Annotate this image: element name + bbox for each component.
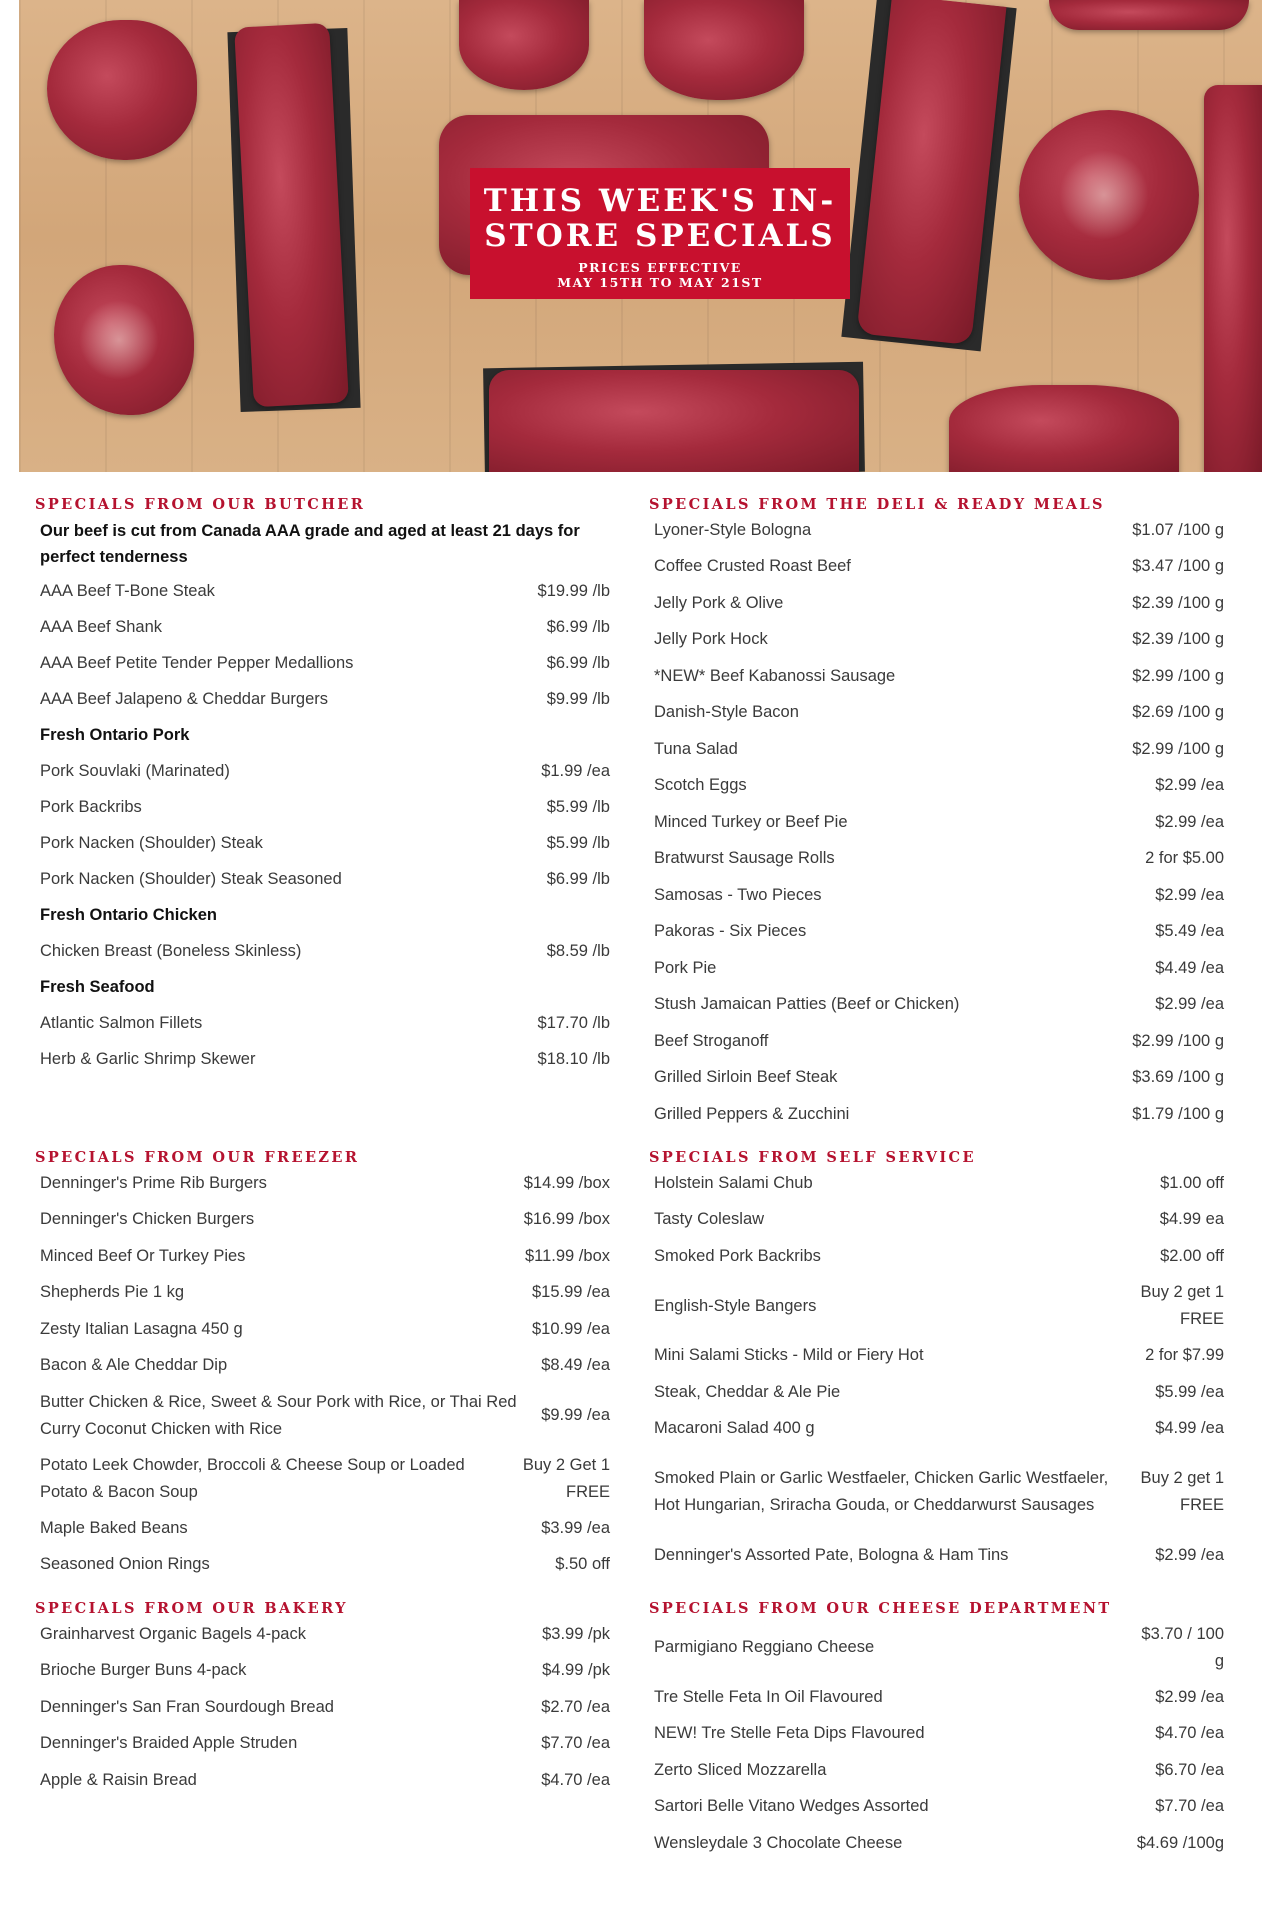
- list-item: [633, 512, 1245, 549]
- item-name: Brioche Burger Buns 4-pack: [40, 1661, 247, 1680]
- item-price: $7.70 /ea: [1155, 1797, 1224, 1816]
- item-name: Potato Leek Chowder, Broccoli & Cheese Soup or Loaded Potato & Bacon Soup: [40, 1455, 465, 1501]
- item-price: $3.99 /ea: [541, 1518, 610, 1537]
- item-price: $8.49 /ea: [541, 1356, 610, 1375]
- item-name: Denninger's Assorted Pate, Bologna & Ham Tins: [654, 1545, 1009, 1564]
- item-price: $2.99 /ea: [1155, 1545, 1224, 1564]
- list-item: [633, 1165, 1245, 1202]
- section-title: SPECIALS FROM THE DELI & READY MEALS: [649, 496, 1105, 513]
- item-price: $2.99 /100 g: [1132, 666, 1224, 685]
- list-item: [19, 1547, 631, 1584]
- list-item: [19, 1238, 631, 1275]
- bakery-section: [19, 1597, 631, 1799]
- item-name: Mini Salami Sticks - Mild or Fiery Hot: [654, 1346, 924, 1365]
- item-name: NEW! Tre Stelle Feta Dips Flavoured: [654, 1724, 925, 1743]
- list-item: [633, 1537, 1245, 1574]
- item-name: Wensleydale 3 Chocolate Cheese: [654, 1833, 903, 1852]
- item-name: AAA Beef T-Bone Steak: [40, 581, 215, 600]
- item-name: Herb & Garlic Shrimp Skewer: [40, 1049, 256, 1068]
- list-item: [19, 1689, 631, 1726]
- list-item: [633, 768, 1245, 805]
- list-item: [633, 804, 1245, 841]
- list-item: [633, 1202, 1245, 1239]
- item-name: Zesty Italian Lasagna 450 g: [40, 1319, 243, 1338]
- item-price: $.50 off: [555, 1555, 610, 1574]
- item-name: AAA Beef Jalapeno & Cheddar Burgers: [40, 689, 329, 708]
- list-item: [633, 987, 1245, 1024]
- item-price: $4.49 /ea: [1155, 958, 1224, 977]
- item-price: Buy 2 get 1 FREE: [1140, 1283, 1224, 1328]
- item-name: Denninger's Braided Apple Struden: [40, 1734, 298, 1753]
- item-price: $6.99 /lb: [546, 869, 610, 888]
- pork-heading: Fresh Ontario Pork: [40, 726, 190, 744]
- item-price: $11.99 /box: [524, 1246, 610, 1265]
- item-name: Bacon & Ale Cheddar Dip: [40, 1356, 228, 1375]
- list-item: [633, 695, 1245, 732]
- list-item: [19, 573, 631, 609]
- section-title: SPECIALS FROM OUR BAKERY: [35, 1600, 348, 1617]
- item-name: Smoked Plain or Garlic Westfaeler, Chicken Garlic Westfaeler, Hot Hungarian, Sriracha Gouda, or Cheddarwurst Sausages: [654, 1469, 1109, 1514]
- banner-sub-line2: MAY 15TH TO MAY 21ST: [557, 275, 763, 290]
- list-item: [19, 1041, 631, 1077]
- list-item: [633, 1716, 1245, 1753]
- list-item: [19, 933, 631, 969]
- list-item: [633, 877, 1245, 914]
- list-item: [633, 622, 1245, 659]
- item-price: $2.99 /ea: [1155, 885, 1224, 904]
- item-price: $5.99 /lb: [546, 797, 610, 816]
- item-name: Minced Beef Or Turkey Pies: [40, 1246, 246, 1265]
- steak-image: [1049, 0, 1249, 30]
- list-item: [633, 914, 1245, 951]
- list-item: [19, 861, 631, 897]
- item-name: Scotch Eggs: [654, 776, 747, 795]
- item-price: $2.39 /100 g: [1132, 630, 1224, 649]
- item-price: $2.99 /100 g: [1132, 739, 1224, 758]
- item-price: $2.39 /100 g: [1132, 593, 1224, 612]
- item-price: $2.99 /100 g: [1132, 1031, 1224, 1050]
- butcher-section: [19, 493, 631, 1077]
- list-item: [19, 1311, 631, 1348]
- section-title: SPECIALS FROM OUR CHEESE DEPARTMENT: [649, 1600, 1112, 1617]
- item-name: Shepherds Pie 1 kg: [40, 1283, 185, 1302]
- item-price: $15.99 /ea: [532, 1283, 610, 1302]
- item-name: Tre Stelle Feta In Oil Flavoured: [654, 1687, 883, 1706]
- list-item: [633, 950, 1245, 987]
- item-price: $4.69 /100g: [1136, 1833, 1224, 1852]
- marbling-image: [1059, 150, 1149, 240]
- item-name: Holstein Salami Chub: [654, 1173, 813, 1192]
- section-title: SPECIALS FROM OUR FREEZER: [35, 1149, 360, 1166]
- item-price: $4.99 /pk: [542, 1661, 610, 1680]
- item-price: $4.70 /ea: [541, 1770, 610, 1789]
- item-name: Tuna Salad: [654, 739, 738, 758]
- list-item: [19, 1447, 631, 1510]
- list-item: [633, 1275, 1245, 1338]
- item-price: $7.70 /ea: [541, 1734, 610, 1753]
- beef-list: [19, 573, 631, 717]
- section-title: SPECIALS FROM OUR BUTCHER: [35, 496, 366, 513]
- item-name: Samosas - Two Pieces: [654, 885, 822, 904]
- item-price: $2.00 off: [1160, 1246, 1224, 1265]
- list-item: [19, 1005, 631, 1041]
- item-price: $17.70 /lb: [537, 1013, 610, 1032]
- item-name: Seasoned Onion Rings: [40, 1555, 210, 1574]
- item-name: Zerto Sliced Mozzarella: [654, 1760, 827, 1779]
- steak-image: [644, 0, 804, 100]
- item-price: $4.99 /ea: [1155, 1419, 1224, 1438]
- item-name: Pakoras - Six Pieces: [654, 922, 807, 941]
- item-name: Coffee Crusted Roast Beef: [654, 557, 851, 576]
- item-price: $9.99 /ea: [541, 1406, 610, 1424]
- item-price: $1.00 off: [1160, 1173, 1224, 1192]
- item-price: $5.99 /lb: [546, 833, 610, 852]
- list-item: [19, 789, 631, 825]
- item-price: $5.49 /ea: [1155, 922, 1224, 941]
- item-name: Chicken Breast (Boneless Skinless): [40, 941, 302, 960]
- item-price: $1.79 /100 g: [1132, 1104, 1224, 1123]
- item-name: Pork Nacken (Shoulder) Steak Seasoned: [40, 869, 342, 888]
- item-price: $3.69 /100 g: [1132, 1068, 1224, 1087]
- item-price: $3.70 / 100 g: [1141, 1624, 1224, 1670]
- list-item: [19, 645, 631, 681]
- cheese-section: [633, 1597, 1245, 1862]
- item-name: Stush Jamaican Patties (Beef or Chicken): [654, 995, 960, 1014]
- item-price: $2.99 /ea: [1155, 1687, 1224, 1706]
- list-item: [19, 753, 631, 789]
- list-item: [19, 1384, 631, 1447]
- list-item: [633, 1060, 1245, 1097]
- list-item: [633, 1096, 1245, 1133]
- list-item: [633, 1679, 1245, 1716]
- hero-image: [19, 0, 1262, 472]
- list-item: [19, 1762, 631, 1799]
- list-item: [633, 1752, 1245, 1789]
- list-item: [19, 1653, 631, 1690]
- item-price: $3.99 /pk: [542, 1624, 610, 1643]
- item-name: Pork Pie: [654, 958, 717, 977]
- item-name: Sartori Belle Vitano Wedges Assorted: [654, 1797, 929, 1816]
- loin-image: [234, 23, 349, 407]
- item-name: Beef Stroganoff: [654, 1031, 769, 1050]
- list-item: [633, 1023, 1245, 1060]
- item-price: $2.70 /ea: [541, 1697, 610, 1716]
- list-item: [633, 1789, 1245, 1826]
- item-name: Pork Backribs: [40, 797, 142, 816]
- item-name: English-Style Bangers: [654, 1296, 817, 1315]
- item-name: Pork Souvlaki (Marinated): [40, 761, 230, 780]
- list-item: [633, 1825, 1245, 1862]
- banner-sub-line1: PRICES EFFECTIVE: [578, 260, 742, 275]
- item-name: Minced Turkey or Beef Pie: [654, 812, 848, 831]
- list-item: [19, 825, 631, 861]
- list-item: [633, 1374, 1245, 1411]
- item-name: Tasty Coleslaw: [654, 1210, 765, 1229]
- item-name: Denninger's Chicken Burgers: [40, 1210, 255, 1229]
- list-item: [633, 1411, 1245, 1448]
- item-name: Apple & Raisin Bread: [40, 1770, 197, 1789]
- list-item: [19, 1165, 631, 1202]
- list-item: [19, 681, 631, 717]
- list-item: [19, 1202, 631, 1239]
- roast-image: [949, 385, 1179, 472]
- list-item: [19, 1348, 631, 1385]
- list-item: [633, 585, 1245, 622]
- marbling-image: [79, 300, 159, 380]
- item-name: Grainharvest Organic Bagels 4-pack: [40, 1624, 306, 1643]
- item-price: $4.70 /ea: [1155, 1724, 1224, 1743]
- banner-title-line1: THIS WEEK'S IN-: [483, 183, 837, 219]
- list-item: [19, 1275, 631, 1312]
- item-name: Lyoner-Style Bologna: [654, 520, 812, 539]
- list-item: [633, 1447, 1245, 1537]
- item-price: $5.99 /ea: [1155, 1382, 1224, 1401]
- item-price: $14.99 /box: [523, 1173, 610, 1192]
- loin-image: [1204, 85, 1262, 472]
- list-item: [633, 658, 1245, 695]
- item-name: Macaroni Salad 400 g: [654, 1419, 815, 1438]
- item-price: $10.99 /ea: [532, 1319, 610, 1338]
- item-price: $2.99 /ea: [1155, 776, 1224, 795]
- item-price: $19.99 /lb: [537, 581, 610, 600]
- item-price: Buy 2 Get 1 FREE: [522, 1455, 610, 1501]
- item-price: 2 for $7.99: [1145, 1346, 1224, 1365]
- item-name: AAA Beef Shank: [40, 617, 163, 636]
- item-price: $1.07 /100 g: [1132, 520, 1224, 539]
- list-item: [633, 1616, 1245, 1679]
- item-name: Atlantic Salmon Fillets: [40, 1013, 203, 1032]
- item-price: $6.70 /ea: [1155, 1760, 1224, 1779]
- deli-section: [633, 493, 1245, 1133]
- section-title: SPECIALS FROM SELF SERVICE: [649, 1149, 976, 1166]
- list-item: [19, 1510, 631, 1547]
- banner-title-line2: STORE SPECIALS: [484, 218, 836, 254]
- steak-image: [47, 20, 197, 160]
- item-price: $2.69 /100 g: [1132, 703, 1224, 722]
- steak-image: [459, 0, 589, 90]
- item-price: $1.99 /ea: [541, 761, 610, 780]
- seafood-heading: Fresh Seafood: [40, 978, 155, 996]
- item-name: Grilled Peppers & Zucchini: [654, 1104, 850, 1123]
- item-name: Danish-Style Bacon: [654, 703, 799, 722]
- item-name: AAA Beef Petite Tender Pepper Medallions: [40, 653, 354, 672]
- item-price: $8.59 /lb: [546, 941, 610, 960]
- item-name: Maple Baked Beans: [40, 1518, 188, 1537]
- list-item: [633, 1338, 1245, 1375]
- specials-banner: [470, 168, 850, 299]
- item-name: Grilled Sirloin Beef Steak: [654, 1068, 838, 1087]
- item-price: $3.47 /100 g: [1132, 557, 1224, 576]
- list-item: [19, 609, 631, 645]
- butcher-intro: Our beef is cut from Canada AAA grade and aged at least 21 days for perfect tenderness: [40, 522, 580, 566]
- list-item: [633, 549, 1245, 586]
- item-name: Denninger's Prime Rib Burgers: [40, 1173, 267, 1192]
- item-price: $2.99 /ea: [1155, 995, 1224, 1014]
- item-name: Butter Chicken & Rice, Sweet & Sour Pork with Rice, or Thai Red Curry Coconut Chicken with Rice: [40, 1392, 517, 1438]
- item-price: $4.99 ea: [1159, 1210, 1224, 1229]
- item-price: $6.99 /lb: [546, 617, 610, 636]
- item-name: Denninger's San Fran Sourdough Bread: [40, 1697, 334, 1716]
- item-price: $9.99 /lb: [546, 689, 610, 708]
- loin-image: [489, 370, 859, 472]
- list-item: [633, 841, 1245, 878]
- item-name: Steak, Cheddar & Ale Pie: [654, 1382, 841, 1401]
- item-name: Parmigiano Reggiano Cheese: [654, 1638, 875, 1656]
- list-item: [633, 731, 1245, 768]
- item-price: $6.99 /lb: [546, 653, 610, 672]
- item-name: Jelly Pork Hock: [654, 630, 768, 649]
- item-price: $2.99 /ea: [1155, 812, 1224, 831]
- list-item: [633, 1238, 1245, 1275]
- item-price: $18.10 /lb: [537, 1049, 610, 1068]
- self-service-section: [633, 1146, 1245, 1574]
- item-name: Bratwurst Sausage Rolls: [654, 849, 835, 868]
- item-name: Smoked Pork Backribs: [654, 1246, 821, 1265]
- list-item: [19, 1726, 631, 1763]
- list-item: [19, 1616, 631, 1653]
- item-name: *NEW* Beef Kabanossi Sausage: [654, 666, 896, 685]
- item-name: Jelly Pork & Olive: [654, 593, 784, 612]
- chicken-heading: Fresh Ontario Chicken: [40, 906, 217, 924]
- freezer-section: [19, 1146, 631, 1583]
- item-price: Buy 2 get 1 FREE: [1140, 1469, 1224, 1514]
- item-price: 2 for $5.00: [1145, 849, 1224, 868]
- item-price: $16.99 /box: [523, 1210, 610, 1229]
- item-name: Pork Nacken (Shoulder) Steak: [40, 833, 263, 852]
